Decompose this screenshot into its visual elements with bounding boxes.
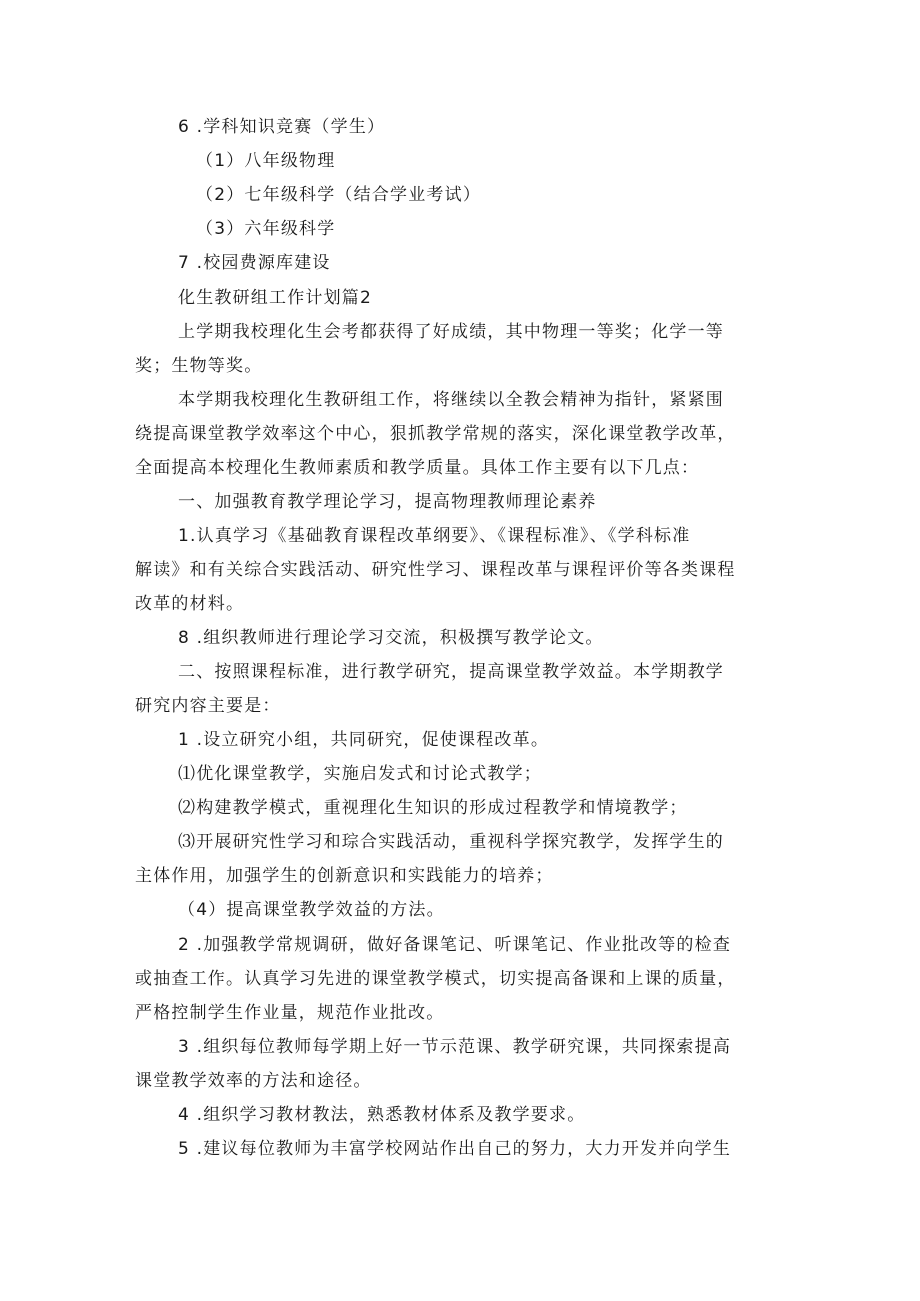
- text-line: ⑶开展研究性学习和琮合实践活动，重视科学探究教学，发挥学生的: [178, 832, 724, 852]
- text-line: 主体作用，加强学生的创新意识和实践能力的培养；: [135, 866, 554, 886]
- text-line: （2）七年级科学（结合学业考试）: [196, 185, 482, 205]
- text-line: 研究内容主要是：: [135, 696, 281, 716]
- text-line: 本学期我校理化生教研组工作，将继续以全教会精神为指针，紧紧围: [178, 390, 724, 410]
- text-line: 7 .校园费源库建设: [178, 253, 331, 273]
- text-line: 2 .加强教学常规调研，做好备课笔记、听课笔记、作业批改等的检查: [178, 935, 732, 955]
- text-line: 一、加强教育教学理论学习，提高物理教师理论素养: [178, 492, 597, 512]
- text-line: ⑴优化课堂教学，实施启发式和讨论式教学；: [178, 764, 542, 784]
- text-line: 1.认真学习《基础教育课程改革纲要》、《课程标准》、《学科标准: [178, 526, 691, 546]
- text-line: 奖；生物等奖。: [135, 356, 263, 376]
- text-line: 5 .建议每位教师为丰富学校网站作出自己的努力，大力开发并向学生: [178, 1139, 732, 1159]
- section-heading: 化生教研组工作计划篇2: [178, 288, 373, 308]
- text-line: （4）提高课堂教学效益的方法。: [178, 900, 445, 920]
- text-line: （1）八年级物理: [196, 151, 336, 171]
- text-line: 6 .学科知识竞赛（学生）: [178, 117, 386, 137]
- text-line: 8 .组织教师进行理论学习交流，积极撰写教学论文。: [178, 628, 604, 648]
- text-line: ⑵构建教学模式，重视理化生知识的形成过程教学和情境教学；: [178, 798, 688, 818]
- text-line: 改革的材料。: [135, 594, 245, 614]
- text-line: 3 .组织每位教师每学期上好一节示范课、教学研究课，共同探索提高: [178, 1037, 732, 1057]
- text-line: 课堂教学效率的方法和途径。: [135, 1071, 372, 1091]
- text-line: 或抽查工作。认真学习先进的课堂教学模式，切实提高备课和上课的质量，: [135, 969, 736, 989]
- text-line: 全面提高本校理化生教师素质和教学质量。具体工作主要有以下几点：: [135, 458, 700, 478]
- text-line: 1 .设立研究小组，共同研究，促使课程改革。: [178, 730, 550, 750]
- text-line: 绕提高课堂教学效率这个中心，狠抓教学常规的落实，深化课堂教学改革，: [135, 424, 736, 444]
- text-line: 严格控制学生作业量，规范作业批改。: [135, 1003, 445, 1023]
- text-line: 4 .组织学习教材教法，熟悉教材体系及教学要求。: [178, 1105, 586, 1125]
- text-line: 解读》和有关综合实践活动、研究性学习、课程改革与课程评价等各类课程: [135, 560, 736, 580]
- text-line: 二、按照课程标准，进行教学研究，提高课堂教学效益。本学期教学: [178, 662, 724, 682]
- text-line: （3）六年级科学: [196, 219, 336, 239]
- text-line: 上学期我校理化生会考都获得了好成绩，其中物理一等奖；化学一等: [178, 322, 724, 342]
